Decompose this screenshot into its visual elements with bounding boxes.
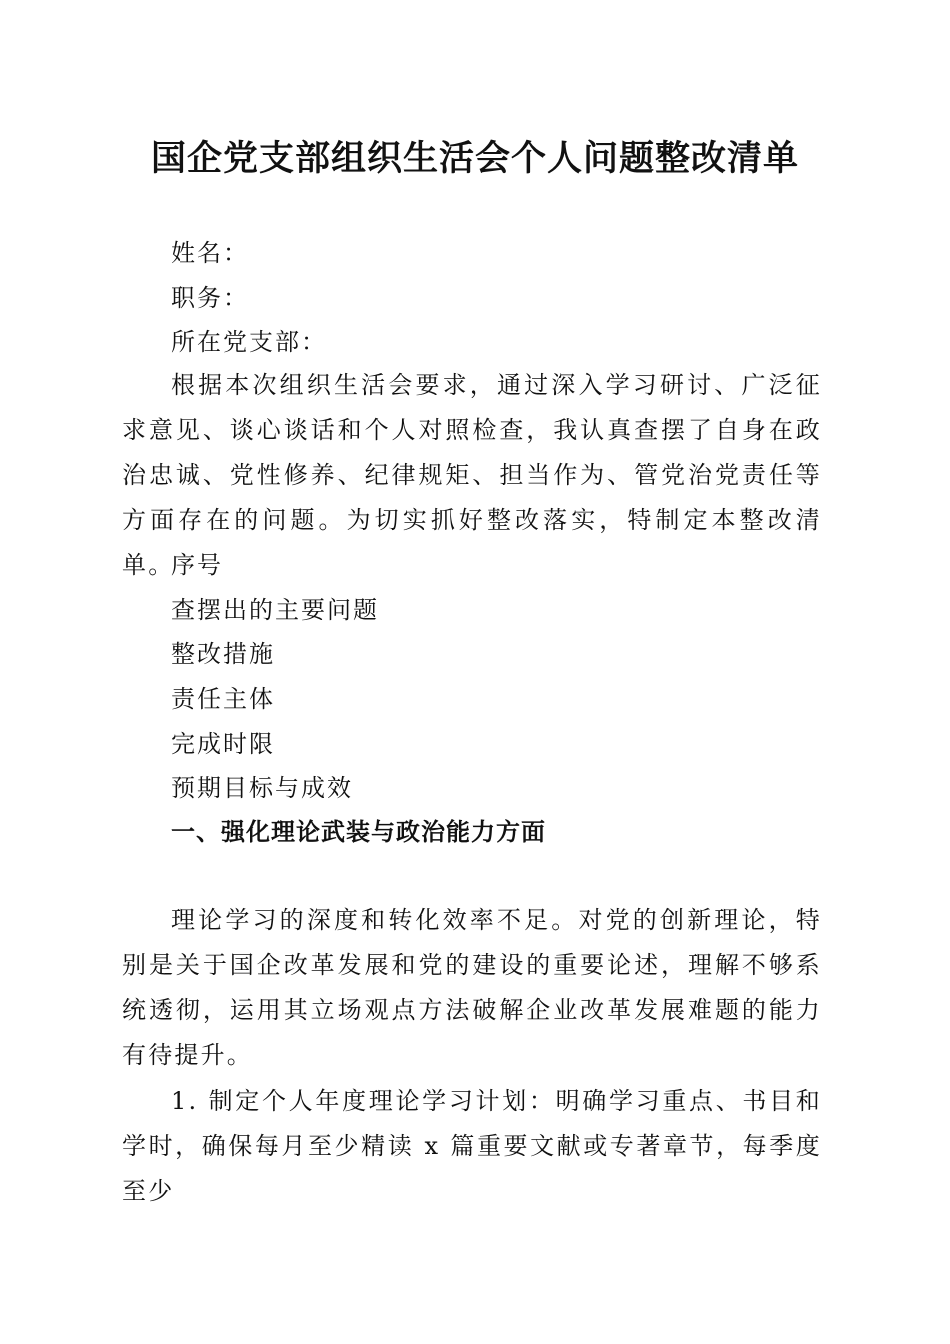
header-measures: 整改措施 [171,640,275,668]
position-field-label: 职务： [171,284,249,312]
header-goal: 预期目标与成效 [171,774,353,802]
branch-field-label: 所在党支部： [171,328,327,356]
measure-paragraph: 1. 制定个人年度理论学习计划：明确学习重点、书目和学时，确保每月至少精读 x 篇重要文献或专著章节，每季度至少 [122,1087,822,1205]
problem-paragraph: 理论学习的深度和转化效率不足。对党的创新理论，特别是关于国企改革发展和党的建设的重要论述，理解不够系统透彻，运用其立场观点方法破解企业改革发展难题的能力有待提升。 [122,906,822,1069]
header-index: 序号 [171,551,223,579]
name-field-label: 姓名： [171,239,249,267]
document-title: 国企党支部组织生活会个人问题整改清单 [150,138,799,179]
section-heading: 一、强化理论武装与政治能力方面 [171,818,546,846]
intro-paragraph: 根据本次组织生活会要求，通过深入学习研讨、广泛征求意见、谈心谈话和个人对照检查，我认真查摆了自身在政治忠诚、党性修养、纪律规矩、担当作为、管党治党责任等方面存在的问题。为切实抓好整改落实，特制定本整改清单。 [122,371,822,579]
header-responsible: 责任主体 [171,685,275,713]
header-deadline: 完成时限 [171,730,275,758]
header-problem: 查摆出的主要问题 [171,596,379,624]
